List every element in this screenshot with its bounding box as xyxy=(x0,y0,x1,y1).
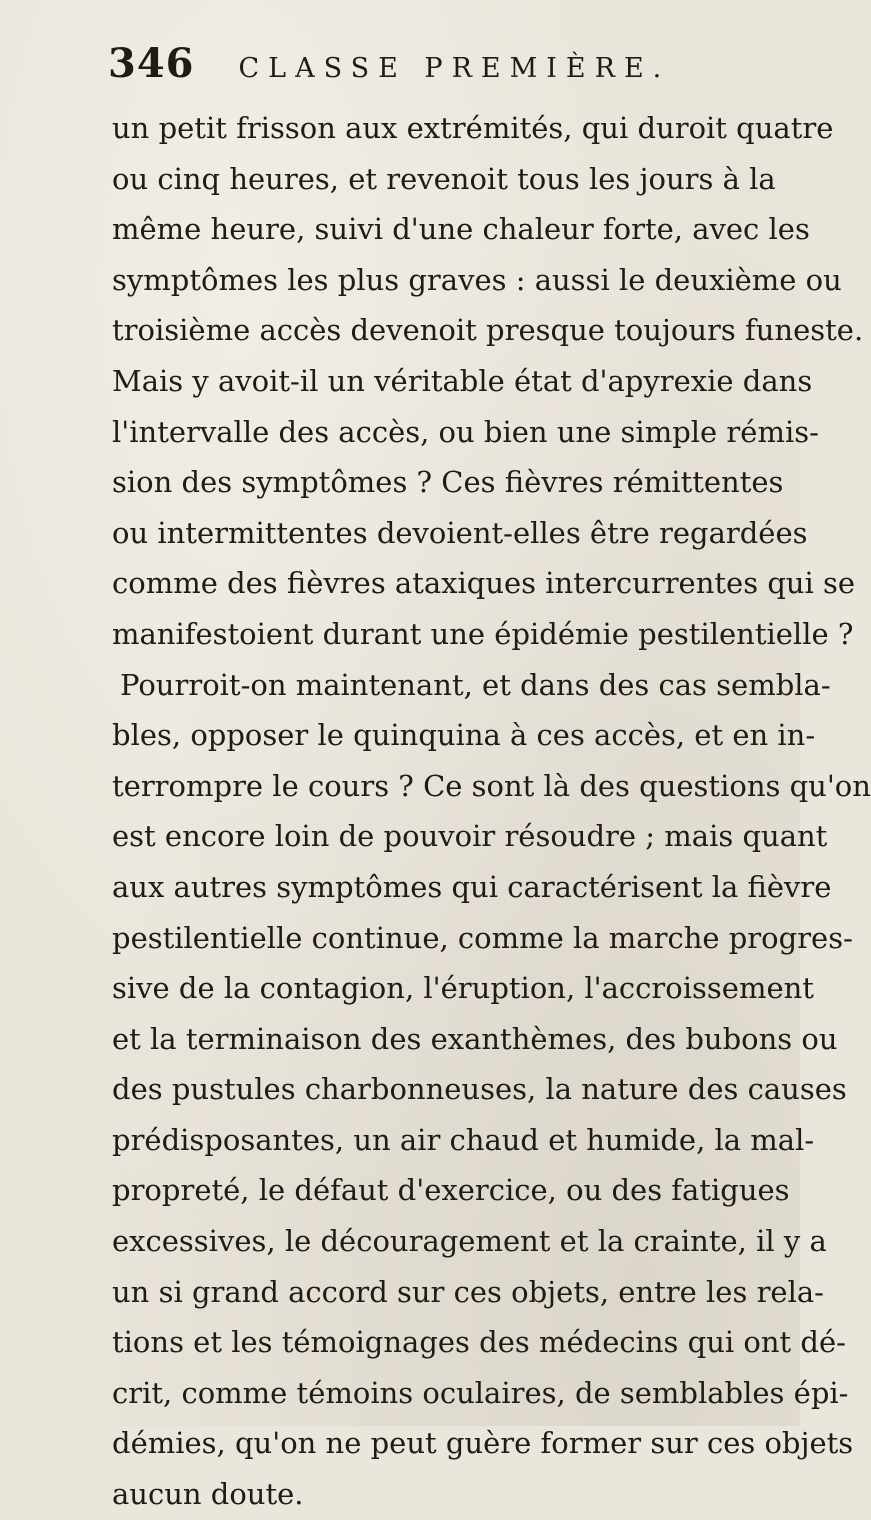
text-line: démies, qu'on ne peut guère former sur ces objets xyxy=(112,1426,854,1461)
text-line: symptômes les plus graves : aussi le deuxième ou xyxy=(112,262,842,297)
text-line: excessives, le découragement et la crainte, il y a xyxy=(112,1224,827,1259)
text-line: sive de la contagion, l'éruption, l'accroissement xyxy=(112,971,814,1006)
text-line: pestilentielle continue, comme la marche progres- xyxy=(112,920,853,955)
text-line: est encore loin de pouvoir résoudre ; mais quant xyxy=(112,819,828,854)
text-line: troisième accès devenoit presque toujours funeste. xyxy=(112,313,864,348)
text-line: manifestoient durant une épidémie pestilentielle ? xyxy=(112,616,854,651)
page-number: 346 xyxy=(108,40,195,87)
text-line: ou cinq heures, et revenoit tous les jours à la xyxy=(112,161,776,196)
text-line: crit, comme témoins oculaires, de semblables épi- xyxy=(112,1375,849,1410)
text-line: et la terminaison des exanthèmes, des bubons ou xyxy=(112,1021,838,1056)
text-line: Mais y avoit-il un véritable état d'apyrexie dans xyxy=(112,363,813,398)
text-line: des pustules charbonneuses, la nature des causes xyxy=(112,1072,847,1107)
text-line: ou intermittentes devoient-elles être regardées xyxy=(112,515,808,550)
text-line: sion des symptômes ? Ces fièvres rémittentes xyxy=(112,465,784,500)
text-line: même heure, suivi d'une chaleur forte, avec les xyxy=(112,212,810,247)
text-line: aux autres symptômes qui caractérisent la fièvre xyxy=(112,869,832,904)
text-line: bles, opposer le quinquina à ces accès, et en in- xyxy=(112,718,816,753)
text-line: terrompre le cours ? Ce sont là des questions qu'on xyxy=(112,768,871,803)
text-line: Pourroit-on maintenant, et dans des cas sembla- xyxy=(120,667,831,702)
text-line: l'intervalle des accès, ou bien une simple rémis- xyxy=(112,414,819,449)
text-line: propreté, le défaut d'exercice, ou des fatigues xyxy=(112,1173,790,1208)
text-line: un petit frisson aux extrémités, qui duroit quatre xyxy=(112,111,834,145)
text-line: comme des fièvres ataxiques intercurrentes qui se xyxy=(112,566,856,601)
page-header xyxy=(108,40,748,96)
text-line: prédisposantes, un air chaud et humide, la mal- xyxy=(112,1122,815,1157)
body-text xyxy=(112,103,871,1520)
text-line: un si grand accord sur ces objets, entre les rela- xyxy=(112,1274,824,1309)
text-line: aucun doute. xyxy=(112,1477,304,1512)
running-head: CLASSE PREMIÈRE. xyxy=(238,53,671,84)
text-line: tions et les témoignages des médecins qui ont dé- xyxy=(112,1325,846,1360)
